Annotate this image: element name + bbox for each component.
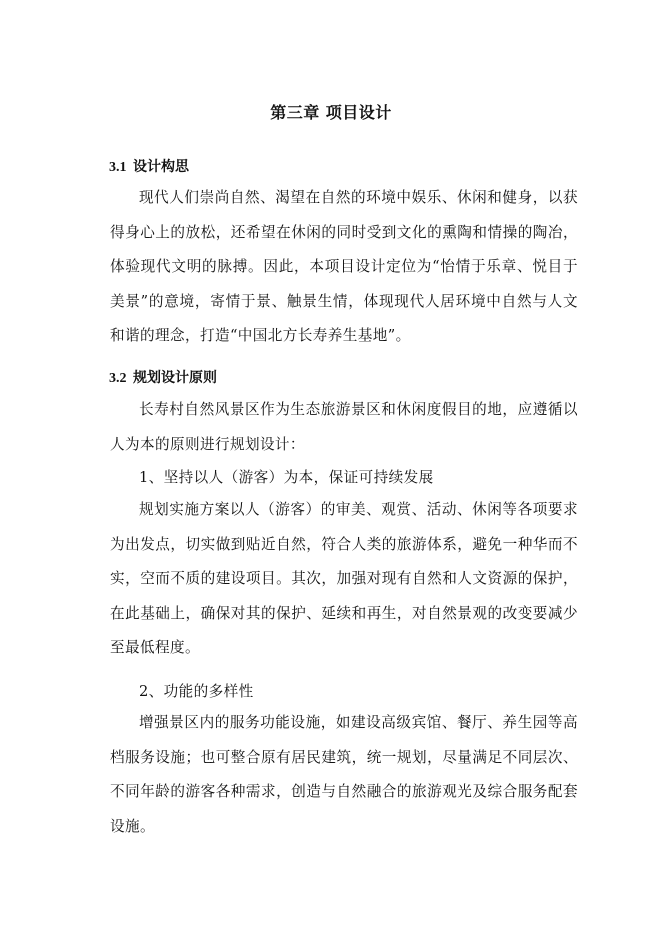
paragraph-principle-1: 规划实施方案以人（游客）的审美、观赏、活动、休闲等各项要求为出发点，切实做到贴近自然，符合人类的旅游体系，避免一种华而不实，空而不质的建设项目。其次，加强对现有自然和人文资源的保护，在此基础上，确保对其的保护、延续和再生，对自然景观的改变要减少至最低程度。 (110, 501, 578, 657)
principle-item-1-label: 1、坚持以人（游客）为本，保证可持续发展 (139, 469, 434, 486)
paragraph-planning-intro: 长寿村自然风景区作为生态旅游景区和休闲度假目的地，应遵循以人为本的原则进行规划设计： (110, 401, 578, 453)
paragraph-design-concept: 现代人们崇尚自然、渴望在自然的环境中娱乐、休闲和健身，以获得身心上的放松，还希望在休闲的同时受到文化的熏陶和情操的陶冶，体验现代文明的脉搏。因此，本项目设计定位为“怡情于乐章、悦目于美景”的意境，寄情于景、触景生情，体现现代人居环境中自然与人文和谐的理念，打造“中国北方长寿养生基地”。 (110, 189, 578, 345)
section-number: 3.2 (109, 371, 127, 386)
section-heading-3-1 (109, 157, 189, 178)
section-title: 规划设计原则 (133, 370, 217, 386)
section-heading-3-2 (109, 368, 217, 389)
section-number: 3.1 (109, 160, 127, 175)
chapter-title: 第三章 项目设计 (270, 103, 392, 122)
section-title: 设计构思 (133, 159, 189, 175)
principle-item-2-label: 2、功能的多样性 (139, 683, 254, 700)
paragraph-principle-2: 增强景区内的服务功能设施，如建设高级宾馆、餐厅、养生园等高档服务设施；也可整合原有居民建筑，统一规划，尽量满足不同层次、不同年龄的游客各种需求，创造与自然融合的旅游观光及综合服务配套设施。 (110, 714, 578, 835)
